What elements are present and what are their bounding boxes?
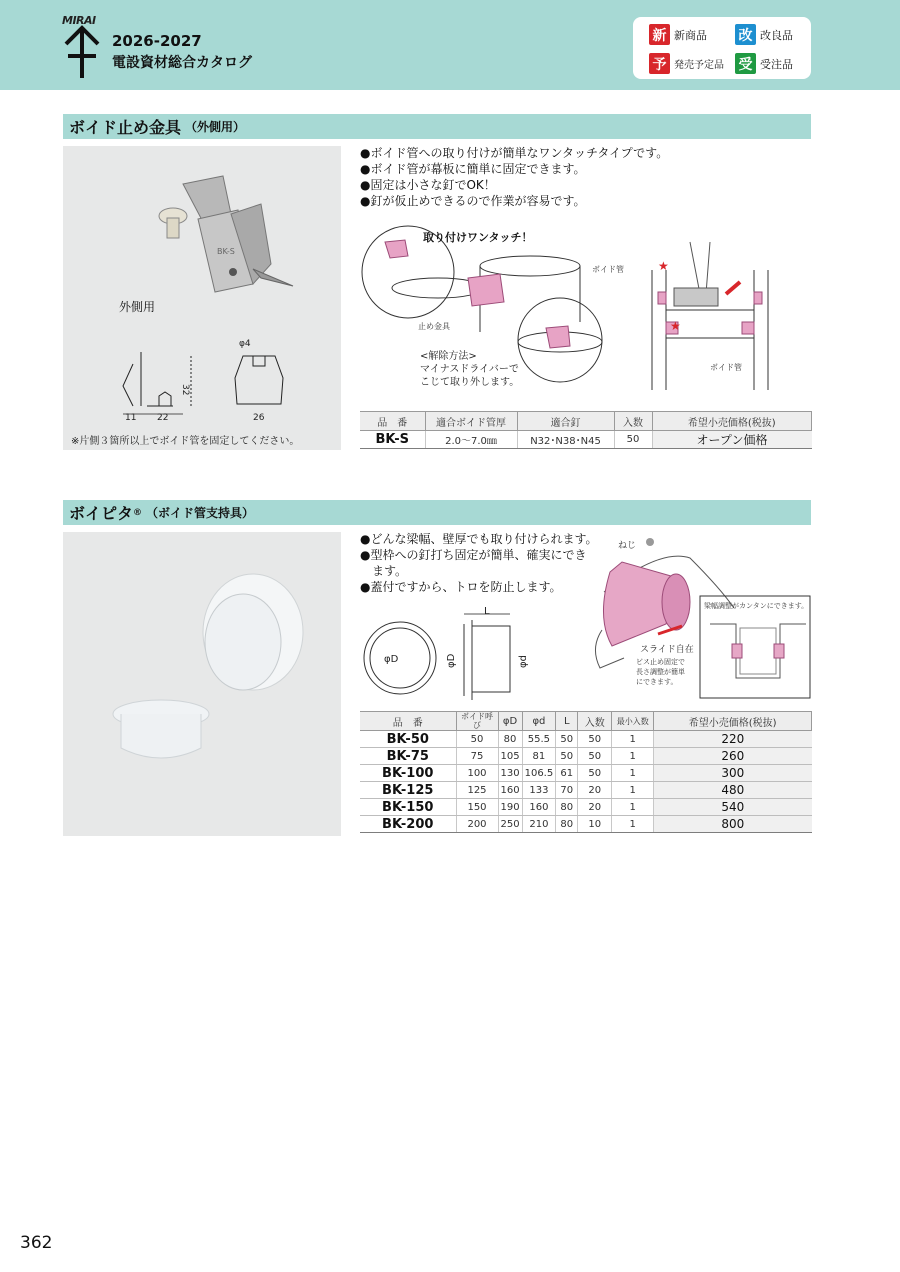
length: 70 (556, 782, 578, 799)
inner-diameter: 133 (522, 782, 556, 799)
outer-diameter: 250 (498, 816, 522, 833)
legend-label: 改良品 (760, 28, 793, 42)
length: 80 (556, 816, 578, 833)
star-mark-icon: ★ (670, 319, 681, 333)
product-code: BK-S (360, 431, 425, 449)
product-code: BK-200 (360, 816, 456, 833)
nominal-size: 150 (456, 799, 498, 816)
nominal-size: 125 (456, 782, 498, 799)
screw-label: ねじ (618, 541, 637, 551)
release-title: <解除方法> (420, 351, 477, 362)
brand-name: MIRAI (62, 14, 96, 27)
page-number: 362 (20, 1233, 53, 1253)
section-subtitle: （ボイド管支持具） (146, 506, 255, 520)
installation-diagram (360, 222, 780, 402)
col-header: φD (498, 712, 522, 731)
catalog-year: 2026-2027 (112, 32, 202, 50)
slide-label: スライド自在 (640, 645, 694, 655)
outer-diameter: 130 (498, 765, 522, 782)
feature-item: ●型枠への釘打ち固定が簡単、確実にでき (360, 548, 587, 562)
registered-mark: ® (133, 507, 143, 518)
void-stopper-photo-icon (143, 174, 313, 304)
table-row (360, 765, 812, 782)
one-touch-label: 取り付けワンタッチ！ (423, 231, 533, 244)
col-header: 適合釘 (517, 412, 614, 431)
section-voipita-header (63, 500, 811, 525)
retail-price: 220 (654, 731, 812, 748)
quantity: 10 (578, 816, 612, 833)
col-header: φd (522, 712, 556, 731)
table-row (360, 431, 812, 449)
quantity: 20 (578, 782, 612, 799)
retail-price: 800 (654, 816, 812, 833)
nominal-size: 100 (456, 765, 498, 782)
dim-26: 26 (253, 413, 265, 423)
feature-item: ます。 (360, 564, 408, 578)
product-code: BK-50 (360, 731, 456, 748)
release-line1: マイナスドライバーで (420, 364, 519, 375)
section-title: ボイド止め金具 (69, 118, 182, 137)
dimension-drawing-icon (103, 334, 333, 424)
void-pipe-label: ボイド管 (592, 265, 624, 274)
dim-D: φD (446, 653, 457, 668)
outer-diameter: 80 (498, 731, 522, 748)
col-header: 最小入数 (612, 712, 654, 731)
retail-price: 480 (654, 782, 812, 799)
col-header: 適合ボイド管厚 (425, 412, 517, 431)
quantity: 50 (578, 748, 612, 765)
feature-item: ●固定は小さな釘でOK！ (360, 178, 496, 192)
inner-diameter: 210 (522, 816, 556, 833)
legend-improved (735, 24, 793, 45)
pipe-thickness: 2.0～7.0㎜ (425, 431, 517, 449)
legend-label: 受注品 (760, 57, 793, 71)
product-photo-panel (63, 146, 341, 450)
legend-upcoming (649, 53, 724, 74)
dim-22: 22 (157, 413, 169, 423)
col-header: 希望小売価格(税抜) (654, 712, 812, 731)
min-quantity: 1 (612, 731, 654, 748)
product-code: BK-125 (360, 782, 456, 799)
inner-diameter: 160 (522, 799, 556, 816)
feature-item: ●釘が仮止めできるので作業が容易です。 (360, 194, 586, 208)
legend-order (735, 53, 793, 74)
table-header-row (360, 712, 812, 731)
star-mark-icon: ★ (658, 259, 669, 273)
nominal-size: 200 (456, 816, 498, 833)
legend-label: 新商品 (674, 28, 707, 42)
product-code: BK-75 (360, 748, 456, 765)
dim-11: 11 (125, 413, 137, 423)
min-quantity: 1 (612, 816, 654, 833)
header-bar (0, 0, 900, 90)
feature-item: ●ボイド管が幕板に簡単に固定できます。 (360, 162, 586, 176)
void-pipe-label-2: ボイド管 (710, 363, 742, 372)
photo-label: 外側用 (119, 300, 156, 314)
nominal-size: 50 (456, 731, 498, 748)
inner-diameter: 55.5 (522, 731, 556, 748)
nail-type: N32･N38･N45 (517, 431, 614, 449)
retail-price: オープン価格 (652, 431, 812, 449)
col-header: 希望小売価格(税抜) (652, 412, 812, 431)
min-quantity: 1 (612, 799, 654, 816)
outer-diameter: 190 (498, 799, 522, 816)
length: 50 (556, 748, 578, 765)
col-header: 入数 (614, 412, 652, 431)
col-header: 品 番 (360, 412, 425, 431)
voipita-photo-icon (93, 562, 323, 802)
min-quantity: 1 (612, 782, 654, 799)
dim-32: 32 (180, 384, 190, 396)
feature-item: ●蓋付ですから、トロを防止します。 (360, 580, 562, 594)
slide-note-3: にできます。 (636, 678, 678, 686)
retail-price: 540 (654, 799, 812, 816)
outer-diameter: 105 (498, 748, 522, 765)
feature-list (360, 145, 800, 209)
table-header-row (360, 412, 812, 431)
dim-D-circle: φD (384, 654, 399, 665)
dim-L: L (484, 606, 490, 617)
dim-phi4: φ4 (239, 339, 251, 349)
length: 80 (556, 799, 578, 816)
new-mark-icon: 新 (649, 24, 670, 45)
col-header: 品 番 (360, 712, 456, 731)
min-quantity: 1 (612, 748, 654, 765)
svg-text:BK-S: BK-S (217, 247, 235, 256)
install-note: ※片側３箇所以上でボイド管を固定してください。 (71, 436, 300, 447)
min-quantity: 1 (612, 765, 654, 782)
legend-label: 発売予定品 (674, 60, 724, 71)
feature-item: ●ボイド管への取り付けが簡単なワンタッチタイプです。 (360, 146, 669, 160)
product-code: BK-100 (360, 765, 456, 782)
bk-s-spec-table (360, 411, 812, 449)
quantity: 20 (578, 799, 612, 816)
nominal-size: 75 (456, 748, 498, 765)
col-header: L (556, 712, 578, 731)
table-row (360, 731, 812, 748)
length: 61 (556, 765, 578, 782)
catalog-title: 電設資材総合カタログ (112, 55, 252, 71)
inner-diameter: 81 (522, 748, 556, 765)
feature-item: ●どんな梁幅、壁厚でも取り付けられます。 (360, 532, 598, 546)
table-row (360, 799, 812, 816)
voipita-spec-table (360, 711, 812, 833)
quantity: 50 (578, 765, 612, 782)
order-mark-icon: 受 (735, 53, 756, 74)
outer-diameter: 160 (498, 782, 522, 799)
length: 50 (556, 731, 578, 748)
retail-price: 260 (654, 748, 812, 765)
stopper-label: 止め金具 (418, 322, 450, 331)
table-row (360, 782, 812, 799)
upcoming-mark-icon: 予 (649, 53, 670, 74)
improved-mark-icon: 改 (735, 24, 756, 45)
section-void-stopper-header (63, 114, 811, 139)
quantity: 50 (578, 731, 612, 748)
dim-d: φd (518, 655, 529, 668)
voipita-diagram (360, 528, 812, 700)
col-header: ボイド呼び (456, 712, 498, 731)
table-row (360, 816, 812, 833)
legend-new (649, 24, 707, 45)
slide-note-1: ビス止め固定で (636, 658, 685, 666)
section-subtitle: （外側用） (185, 120, 246, 134)
section-title: ボイピタ (69, 504, 134, 523)
beam-note: 梁幅調整がカンタンにできます。 (704, 602, 809, 610)
quantity: 50 (614, 431, 652, 449)
release-line2: こじて取り外します。 (420, 377, 520, 388)
product-code: BK-150 (360, 799, 456, 816)
product-legend (633, 17, 811, 79)
slide-note-2: 長さ調整が簡単 (636, 668, 685, 676)
product-photo-panel-2 (63, 532, 341, 836)
inner-diameter: 106.5 (522, 765, 556, 782)
retail-price: 300 (654, 765, 812, 782)
table-row (360, 748, 812, 765)
col-header: 入数 (578, 712, 612, 731)
